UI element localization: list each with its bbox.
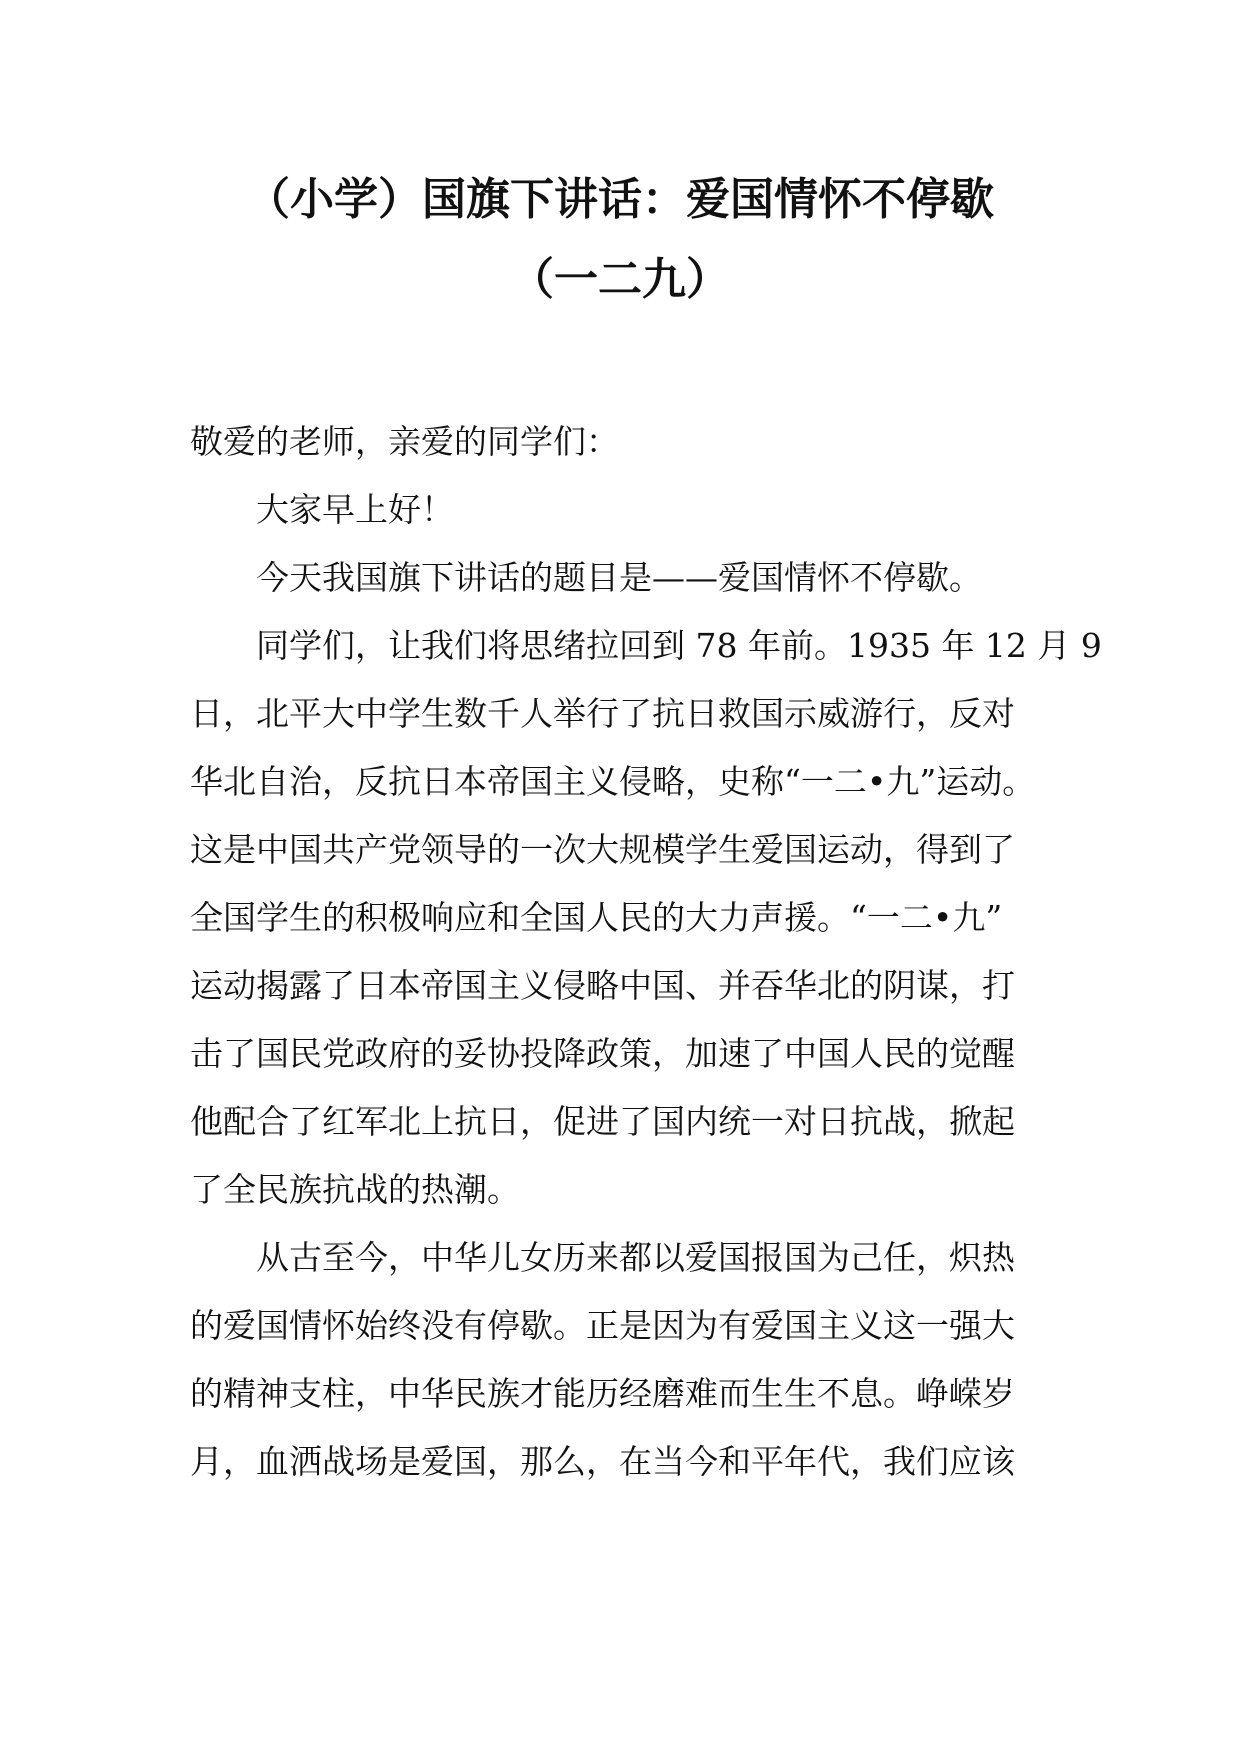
paragraph-line: 他配合了红军北上抗日，促进了国内统一对日抗战，掀起	[190, 1102, 1015, 1141]
document-title	[120, 160, 1120, 320]
paragraph-patriotism	[190, 1224, 1070, 1496]
paragraph-line: 日，北平大中学生数千人举行了抗日救国示威游行，反对	[190, 694, 1015, 733]
paragraph-line: 从古至今，中华儿女历来都以爱国报国为己任，炽热	[256, 1238, 1015, 1277]
title-line-2: （一二九）	[510, 254, 730, 305]
paragraph-line: 今天我国旗下讲话的题目是——爱国情怀不停歇。	[256, 558, 982, 597]
paragraph-line: 的爱国情怀始终没有停歇。正是因为有爱国主义这一强大	[190, 1306, 1015, 1345]
paragraph-topic	[190, 544, 1070, 612]
salutation: 敬爱的老师，亲爱的同学们：	[190, 422, 619, 461]
paragraph-line: 运动揭露了日本帝国主义侵略中国、并吞华北的阴谋，打	[190, 966, 1015, 1005]
paragraph-line: 击了国民党政府的妥协投降政策，加速了中国人民的觉醒	[190, 1034, 1015, 1073]
paragraph-line: 月，血洒战场是爱国，那么，在当今和平年代，我们应该	[190, 1442, 1015, 1481]
paragraph-line: 同学们，让我们将思绪拉回到 78 年前。1935 年 12 月 9	[256, 626, 1102, 665]
paragraph-line: 的精神支柱，中华民族才能历经磨难而生生不息。峥嵘岁	[190, 1374, 1015, 1413]
title-line-1: （小学）国旗下讲话：爱国情怀不停歇	[246, 174, 994, 225]
paragraph-line: 华北自治，反抗日本帝国主义侵略，史称“一二•九”运动。	[190, 762, 1036, 801]
paragraph-line: 了全民族抗战的热潮。	[190, 1170, 520, 1209]
paragraph-line: 这是中国共产党领导的一次大规模学生爱国运动，得到了	[190, 830, 1015, 869]
paragraph-line: 全国学生的积极响应和全国人民的大力声援。“一二•九”	[190, 898, 1003, 937]
paragraph-history	[190, 612, 1102, 1224]
speech-body	[190, 408, 1102, 1496]
paragraph-line: 大家早上好！	[256, 490, 454, 529]
paragraph-greeting	[190, 476, 1070, 544]
